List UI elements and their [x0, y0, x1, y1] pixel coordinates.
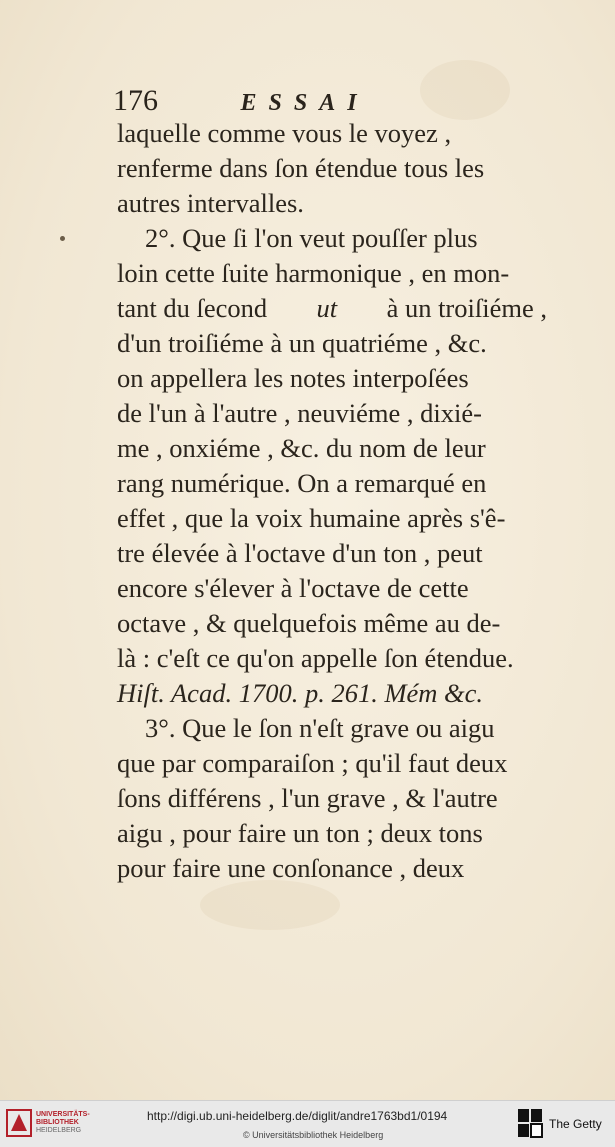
running-title: ESSAI — [240, 90, 369, 116]
text-line: on appellera les notes interpoſées — [117, 363, 469, 393]
text-line: ſons différens , l'un grave , & l'autre — [117, 783, 498, 813]
text-line: laquelle comme vous le voyez , — [117, 118, 452, 148]
text-line: 3°. Que le ſon n'eſt grave ou aigu — [145, 713, 495, 743]
text-line: encore s'élever à l'octave de cette — [117, 573, 469, 603]
partner-name: The Getty — [549, 1117, 602, 1131]
text-line: aigu , pour faire un ton ; deux tons — [117, 818, 483, 848]
text-segment: à un troiſiéme , — [386, 293, 547, 323]
text-line: que par comparaiſon ; qu'il faut deux — [117, 748, 508, 778]
text-line: tre élevée à l'octave d'un ton , peut — [117, 538, 483, 568]
permalink-url[interactable]: http://digi.ub.uni-heidelberg.de/diglit/andre1763bd1/0194 — [147, 1109, 448, 1123]
ink-spot — [60, 236, 65, 241]
university-name: UNIVERSITÄTS- BIBLIOTHEK HEIDELBERG — [36, 1111, 90, 1134]
viewer-footer — [0, 1100, 615, 1147]
text-segment: tant du ſecond — [117, 293, 268, 323]
text-line: 2°. Que ſi l'on veut pouſſer plus — [145, 223, 478, 253]
running-header — [113, 84, 369, 118]
text-line: d'un troiſiéme à un quatriéme , &c. — [117, 328, 487, 358]
text-line: loin cette ſuite harmonique , en mon- — [117, 258, 510, 288]
text-line: autres intervalles. — [117, 188, 304, 218]
text-line: rang numérique. On a remarqué en — [117, 468, 487, 498]
page-number: 176 — [113, 84, 158, 117]
body-text — [117, 116, 547, 886]
text-line: là : c'eſt ce qu'on appelle ſon étendue. — [117, 643, 514, 673]
text-line: effet , que la voix humaine après s'ê- — [117, 503, 506, 533]
text-line: pour faire une conſonance , deux — [117, 853, 465, 883]
text-segment-italic: ut — [316, 293, 338, 323]
copyright-notice: © Universitätsbibliothek Heidelberg — [243, 1130, 384, 1140]
getty-logo-icon — [517, 1108, 543, 1138]
text-line: octave , & quelquefois même au de- — [117, 608, 501, 638]
text-line — [117, 291, 547, 326]
text-line: de l'un à l'autre , neuviéme , dixié- — [117, 398, 482, 428]
text-line: renferme dans ſon étendue tous les — [117, 153, 485, 183]
citation-line: Hiſt. Acad. 1700. p. 261. Mém &c. — [117, 678, 484, 708]
text-line: me , onxiéme , &c. du nom de leur — [117, 433, 486, 463]
university-logo-icon — [6, 1109, 32, 1137]
